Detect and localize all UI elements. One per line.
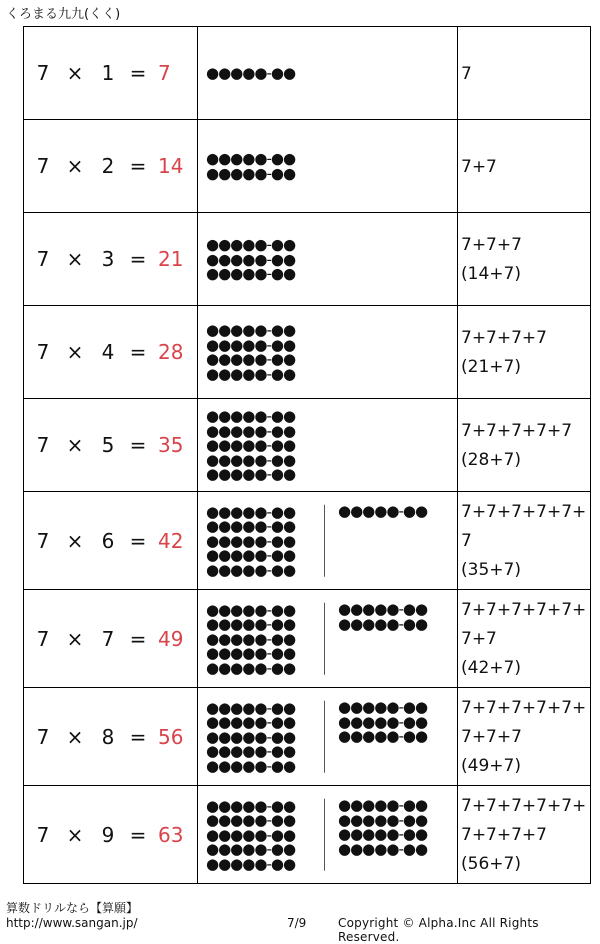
- multiplicand: 7: [36, 724, 50, 749]
- dot-group: ●●●●●-●●: [206, 435, 296, 454]
- dot-group: ●●●●●-●●: [338, 810, 428, 829]
- dot-group: ●●●●●-●●: [206, 658, 296, 677]
- times-sign: ×: [66, 154, 84, 178]
- sum-cell: [458, 213, 591, 306]
- footer-site-name: 算数ドリルなら【算願】: [6, 901, 139, 915]
- dot-column-left: [206, 406, 296, 483]
- sum-cell: [458, 590, 591, 688]
- dot-group: ●●●●●-●●: [206, 516, 296, 535]
- dot-group: ●●●●●-●●: [206, 756, 296, 775]
- multiplicand: 7: [36, 247, 50, 271]
- dot-group: ●●●●●-●●: [206, 335, 296, 354]
- dot-group: ●●●●●-●●: [206, 643, 296, 662]
- dot-group: ●●●●●-●●: [206, 560, 296, 579]
- dot-diagram-cell: [198, 492, 458, 590]
- dot-column-left: [206, 798, 295, 871]
- dot-group: ●●●●●-●●: [206, 712, 296, 731]
- dot-column-left: [206, 504, 295, 577]
- dot-group: ●●●●●-●●: [338, 502, 428, 521]
- dot-group: ●●●●●-●●: [338, 796, 428, 815]
- dot-group: ●●●●●-●●: [206, 164, 296, 182]
- dot-column-left: [206, 149, 296, 182]
- sum-expression: 7+7+7+7+7+ 7+7+7+7 (56+7): [461, 796, 587, 874]
- times-sign: ×: [66, 247, 84, 271]
- sum-cell: [458, 27, 591, 120]
- dot-column-left: [206, 602, 295, 675]
- dot-group: ●●●●●-●●: [206, 531, 296, 550]
- dot-separator: [324, 602, 325, 675]
- dot-group: ●●●●●-●●: [206, 796, 296, 815]
- dot-column-right: [338, 700, 427, 744]
- multiplier: 5: [101, 433, 115, 457]
- dot-group: ●●●●●-●●: [206, 264, 296, 283]
- dot-group: ●●●●●-●●: [206, 450, 296, 469]
- equation-cell: [24, 306, 198, 399]
- table-row: [24, 590, 591, 688]
- dot-group: ●●●●●-●●: [206, 825, 296, 844]
- dot-diagram-cell: [198, 590, 458, 688]
- dot-group: ●●●●●-●●: [338, 712, 428, 731]
- equals-sign: =: [129, 433, 147, 457]
- equation: [24, 433, 197, 457]
- times-sign: ×: [66, 626, 84, 651]
- equation-cell: [24, 492, 198, 590]
- result: 49: [158, 626, 184, 651]
- multiplicand: 7: [36, 61, 50, 85]
- dot-diagram-cell: [198, 786, 458, 884]
- result: 35: [158, 433, 184, 457]
- table-row: [24, 399, 591, 492]
- multiplicand: 7: [36, 433, 50, 457]
- equals-sign: =: [129, 340, 147, 364]
- dot-group: ●●●●●-●●: [206, 350, 296, 368]
- sum-expression: 7+7: [461, 156, 497, 177]
- dot-group: ●●●●●-●●: [206, 249, 296, 268]
- multiplier: 3: [101, 247, 115, 271]
- dot-group: ●●●●●-●●: [206, 149, 296, 168]
- sum-cell: [458, 306, 591, 399]
- result: 14: [158, 154, 184, 178]
- multiplier: 6: [101, 528, 115, 553]
- dot-column-right: [338, 798, 427, 856]
- multiplier: 2: [101, 154, 115, 178]
- dot-column-left: [206, 323, 295, 381]
- dot-group: ●●●●●-●●: [338, 600, 428, 619]
- result: 7: [158, 61, 171, 85]
- dot-separator: [324, 798, 325, 871]
- times-sign: ×: [66, 724, 84, 749]
- multiplicand: 7: [36, 154, 50, 178]
- multiplier: 1: [101, 61, 115, 85]
- dot-separator: [324, 504, 325, 577]
- dot-group: ●●●●●-●●: [206, 502, 296, 521]
- table-row: [24, 688, 591, 786]
- dot-group: ●●●●●-●●: [206, 629, 296, 648]
- times-sign: ×: [66, 528, 84, 553]
- dot-group: ●●●●●-●●: [338, 614, 428, 633]
- dot-column-left: [206, 63, 296, 82]
- page-number: 7/9: [287, 916, 307, 930]
- equation: [24, 823, 197, 847]
- dot-group: ●●●●●-●●: [206, 839, 296, 858]
- sum-expression: 7+7+7+7+7+ 7 (35+7): [461, 502, 587, 580]
- equation-cell: [24, 120, 198, 213]
- dot-group: ●●●●●-●●: [206, 600, 296, 619]
- equals-sign: =: [129, 528, 147, 553]
- multiplier: 9: [101, 822, 115, 847]
- sum-expression: 7+7+7+7+7+ 7+7+7 (49+7): [461, 698, 587, 776]
- dot-diagram-cell: [198, 120, 458, 213]
- dot-group: ●●●●●-●●: [206, 321, 296, 339]
- table-row: [24, 306, 591, 399]
- sum-cell: [458, 492, 591, 590]
- dot-diagram-cell: [198, 213, 458, 306]
- sum-expression: 7+7+7+7+7 (28+7): [461, 421, 573, 470]
- table-row: [24, 27, 591, 120]
- dot-diagram-cell: [198, 306, 458, 399]
- dot-group: ●●●●●-●●: [206, 854, 296, 873]
- dot-group: ●●●●●-●●: [206, 63, 296, 82]
- table-row: [24, 786, 591, 884]
- sum-expression: 7+7+7+7+7+ 7+7 (42+7): [461, 600, 587, 678]
- dot-group: ●●●●●-●●: [206, 810, 296, 829]
- dot-group: ●●●●●-●●: [338, 825, 428, 844]
- sum-expression: 7+7+7 (14+7): [461, 235, 522, 284]
- times-sign: ×: [66, 61, 84, 85]
- table-row: [24, 213, 591, 306]
- equals-sign: =: [129, 247, 147, 271]
- multiplicand: 7: [36, 822, 50, 847]
- dot-column-left: [206, 700, 295, 773]
- sum-cell: [458, 786, 591, 884]
- table-row: [24, 492, 591, 590]
- equation: [24, 627, 197, 651]
- equals-sign: =: [129, 61, 147, 85]
- equals-sign: =: [129, 822, 147, 847]
- dot-group: ●●●●●-●●: [338, 839, 428, 858]
- sum-cell: [458, 688, 591, 786]
- footer-url-link[interactable]: http://www.sangan.jp/: [6, 916, 138, 930]
- equation: [24, 154, 197, 178]
- multiplication-table: [23, 26, 591, 884]
- multiplier: 8: [101, 724, 115, 749]
- result: 63: [158, 822, 184, 847]
- dot-group: ●●●●●-●●: [206, 727, 296, 746]
- dot-group: ●●●●●-●●: [206, 614, 296, 633]
- equation-cell: [24, 399, 198, 492]
- dot-group: ●●●●●-●●: [206, 364, 296, 383]
- equation-cell: [24, 688, 198, 786]
- dot-group: ●●●●●-●●: [206, 741, 296, 760]
- equation: [24, 247, 197, 271]
- dot-group: ●●●●●-●●: [206, 698, 296, 717]
- equation: [24, 61, 197, 85]
- equation: [24, 529, 197, 553]
- multiplicand: 7: [36, 626, 50, 651]
- equation-cell: [24, 590, 198, 688]
- sum-cell: [458, 120, 591, 213]
- result: 42: [158, 528, 184, 553]
- multiplier: 4: [101, 340, 115, 364]
- dot-separator: [324, 700, 325, 773]
- dot-column-right: [338, 602, 427, 631]
- dot-diagram-cell: [198, 688, 458, 786]
- multiplier: 7: [101, 626, 115, 651]
- times-sign: ×: [66, 822, 84, 847]
- sum-cell: [458, 399, 591, 492]
- dot-diagram-cell: [198, 27, 458, 120]
- dot-group: ●●●●●-●●: [206, 421, 296, 440]
- table-row: [24, 120, 591, 213]
- dot-group: ●●●●●-●●: [206, 545, 296, 564]
- sum-expression: 7: [461, 63, 472, 84]
- dot-group: ●●●●●-●●: [338, 698, 428, 717]
- equals-sign: =: [129, 154, 147, 178]
- copyright-text: Copyright © Alpha.Inc All Rights Reserved.: [338, 916, 539, 944]
- dot-column-left: [206, 237, 295, 281]
- equation: [24, 340, 197, 364]
- sum-expression: 7+7+7+7 (21+7): [461, 328, 547, 377]
- equation-cell: [24, 27, 198, 120]
- dot-diagram-cell: [198, 399, 458, 492]
- equation-cell: [24, 786, 198, 884]
- equals-sign: =: [129, 724, 147, 749]
- result: 28: [158, 340, 184, 364]
- dot-group: ●●●●●-●●: [206, 406, 296, 425]
- dot-group: ●●●●●-●●: [206, 464, 296, 483]
- times-sign: ×: [66, 433, 84, 457]
- dot-group: ●●●●●-●●: [338, 727, 428, 746]
- page-title: くろまる九九(くく): [6, 7, 121, 22]
- equation-cell: [24, 213, 198, 306]
- equation: [24, 725, 197, 749]
- equals-sign: =: [129, 626, 147, 651]
- result: 56: [158, 724, 184, 749]
- multiplicand: 7: [36, 528, 50, 553]
- times-sign: ×: [66, 340, 84, 364]
- multiplicand: 7: [36, 340, 50, 364]
- dot-group: ●●●●●-●●: [206, 235, 296, 254]
- dot-column-right: [338, 504, 427, 519]
- result: 21: [158, 247, 184, 271]
